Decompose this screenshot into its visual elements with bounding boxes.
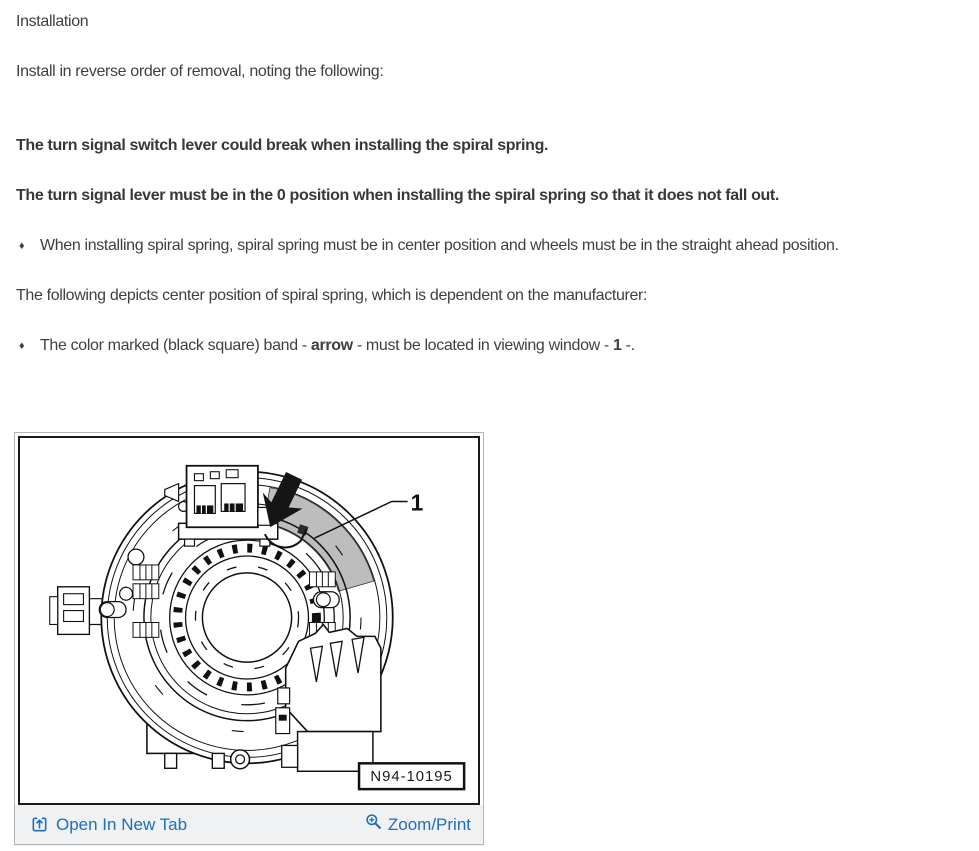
open-in-new-tab-label: Open In New Tab bbox=[56, 814, 188, 834]
spiral-spring-line-art bbox=[20, 438, 478, 803]
diamond-bullet-icon: ♦ bbox=[19, 240, 25, 252]
diamond-bullet-icon: ♦ bbox=[19, 340, 25, 352]
section-title: Installation bbox=[16, 13, 89, 30]
center-position-paragraph: The following depicts center position of spiral spring, which is dependent on the manufacturer: bbox=[16, 287, 648, 304]
document-body bbox=[0, 12, 979, 356]
open-in-new-tab-icon bbox=[31, 816, 48, 833]
bullet-item-1 bbox=[16, 236, 979, 256]
illustration-frame bbox=[14, 432, 484, 845]
warning-text-2: The turn signal lever must be in the 0 position when installing the spiral spring so that it does not fall out. bbox=[16, 187, 780, 204]
spiral-spring-diagram bbox=[18, 436, 480, 805]
zoom-print-label: Zoom/Print bbox=[387, 814, 471, 834]
bullet-2-text bbox=[40, 336, 979, 356]
figure-toolbar bbox=[15, 805, 483, 844]
bullet-2-suffix: -. bbox=[621, 337, 635, 354]
zoom-plus-icon bbox=[365, 813, 382, 830]
bullet-2-middle: - must be located in viewing window - bbox=[352, 337, 613, 354]
zoom-print-link[interactable] bbox=[365, 813, 471, 836]
bullet-2-arrow-word: arrow bbox=[310, 337, 353, 354]
bullet-1-text: When installing spiral spring, spiral spring must be in center position and wheels must be in the straight ahead position. bbox=[40, 237, 839, 254]
bullet-2-prefix: The color marked (black square) band - bbox=[40, 337, 311, 354]
open-in-new-tab-link[interactable] bbox=[31, 815, 187, 835]
warning-text-1: The turn signal switch lever could break when installing the spiral spring. bbox=[16, 137, 549, 154]
intro-paragraph: Install in reverse order of removal, noting the following: bbox=[16, 63, 384, 80]
drawing-number: N94-10195 bbox=[370, 769, 453, 786]
bullet-item-2 bbox=[16, 336, 979, 356]
callout-1-label: 1 bbox=[410, 489, 423, 516]
bullet-2-window-number: 1 bbox=[613, 337, 622, 354]
